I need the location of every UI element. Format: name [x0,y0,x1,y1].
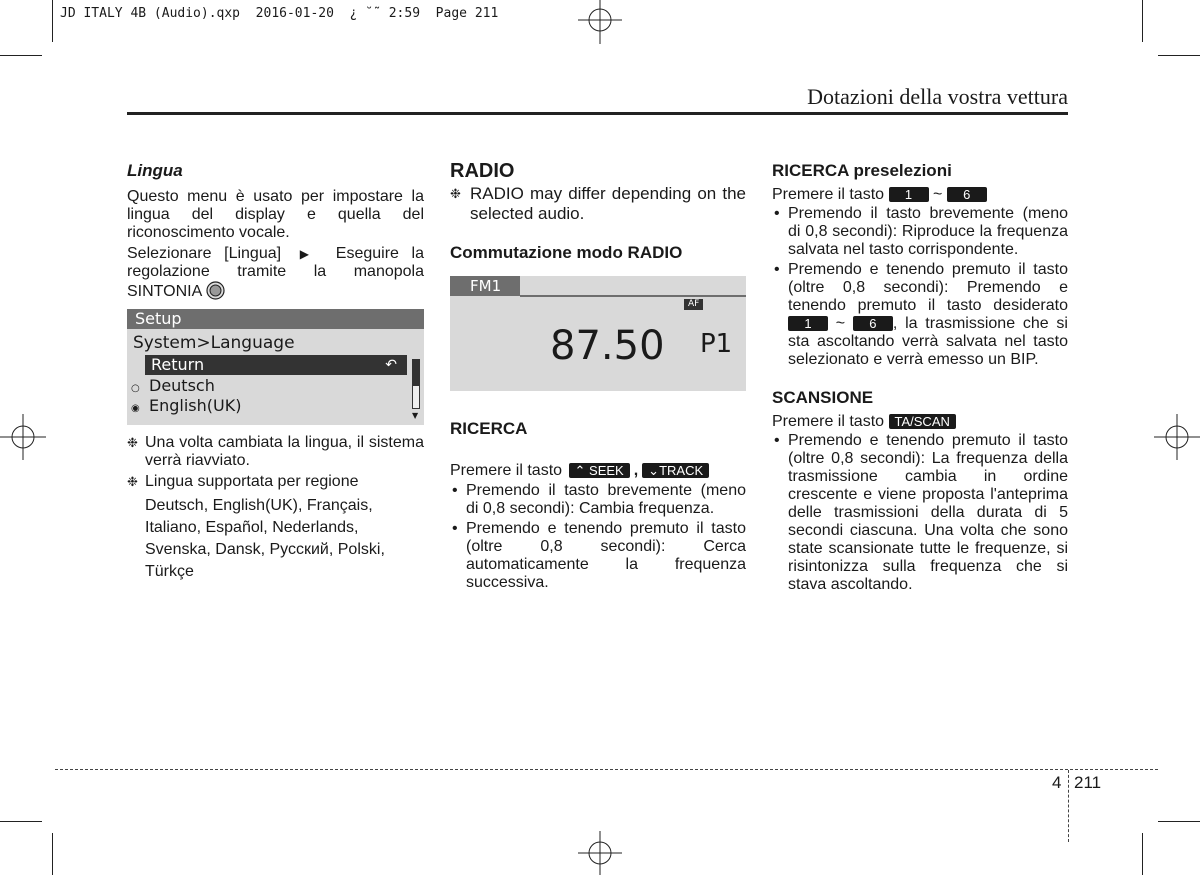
language-line: Türkçe [145,563,194,580]
radio-selected-icon: ◉ [131,403,140,414]
languages-list [127,495,424,583]
seek-short-press: • Premendo il tasto brevemente (meno di 0,8 secondi): Cambia frequenza. [450,482,746,518]
tilde: ~ [932,186,943,203]
crop-mark [0,55,42,56]
scroll-down-icon: ▼ [412,411,419,420]
menu-item-label: English(UK) [149,396,242,415]
column-lingua [127,162,424,583]
header-rule [127,112,1068,115]
crop-mark [0,821,42,822]
crop-mark [1158,55,1200,56]
preset-1-button[interactable]: 1 [889,187,929,202]
menu-item-english[interactable] [131,396,241,416]
track-label: TRACK [659,463,704,479]
seek-button[interactable] [569,463,630,478]
af-badge: AF [684,299,703,310]
comma: , [633,462,639,479]
ricerca-heading: RICERCA [450,419,528,438]
preset-instruction [772,186,1068,204]
arrow-right-icon: ▶ [299,247,318,261]
scan-heading: SCANSIONE [772,388,874,407]
radio-mode-heading: Commutazione modo RADIO [450,243,683,262]
preset-long-press [772,261,1068,369]
preset-long-text: Premendo e tenendo premuto il tasto (oltre 0,8 secondi): Premendo e tenendo premuto il tasto desiderato [788,261,1068,314]
crop-mark [1158,821,1200,822]
band-label: FM1 [470,277,502,295]
note-text: Una volta cambiata la lingua, il sistema verrà riavviato. [145,434,424,469]
page-number: 211 [1074,773,1102,792]
lingua-heading: Lingua [127,161,183,180]
radio-heading: RADIO [450,160,515,182]
registration-mark-icon [1154,414,1200,460]
scrollbar[interactable] [412,359,420,409]
preset-short-press: • Premendo il tasto brevemente (meno di 0,8 secondi): Riproduce la frequenza salvata nel tasto corrispondente. [772,205,1068,259]
crop-mark [52,0,53,42]
section-title: Dotazioni della vostra vettura [807,84,1068,109]
track-button[interactable] [642,463,709,478]
menu-item-return[interactable] [145,355,407,375]
preset-1-button[interactable]: 1 [788,316,828,331]
preset-long-text: , la trasmissione che si sta ascoltando verrà salvata nel tasto selezionato e verrà emesso un BIP. [788,315,1068,368]
language-line: Deutsch, English(UK), Français, [145,497,373,514]
band-divider [520,295,746,297]
tune-knob-icon [206,281,225,300]
frequency-display: 87.50 [550,323,665,369]
lingua-instruction [127,245,424,301]
restart-note [127,434,424,470]
column-preset [772,162,1068,594]
menu-item-label: Return [151,355,205,374]
print-slug: JD ITALY 4B (Audio).qxp 2016-01-20 ¿ ˘˜ 2:59 Page 211 [60,6,499,21]
seek-instruction [450,462,746,480]
footer-dashed-rule [55,769,1158,770]
setup-screen [127,309,424,425]
return-icon: ↶ [385,357,397,373]
registration-mark-icon [578,831,622,875]
screen-title: Setup [135,309,182,328]
registration-mark-icon [578,0,622,44]
note-text: Lingua supportata per regione [145,473,359,490]
chevron-down-icon: ⌄ [648,463,660,479]
crop-mark [1142,0,1143,42]
radio-empty-icon: ○ [131,383,140,394]
supported-languages-note [127,473,424,491]
chevron-up-icon: ⌃ [574,463,586,479]
screen-path: System>Language [133,333,295,353]
column-radio [450,162,746,592]
radio-note [450,184,746,224]
instruction-part: Selezionare [Lingua] [127,245,282,262]
scrollbar-thumb[interactable] [413,360,419,386]
menu-item-deutsch[interactable] [131,376,215,396]
preset-6-button[interactable]: 6 [853,316,893,331]
instruction-text: Premere il tasto [772,186,885,203]
tilde: ~ [835,315,846,332]
crop-mark [1142,833,1143,875]
crop-mark [52,833,53,875]
instruction-part: Eseguire la regolazione tramite la manopola SINTONIA [127,245,425,300]
scan-long-press: • Premendo e tenendo premuto il tasto (oltre 0,8 secondi): La frequenza della trasmissione cambia in ordine crescente e viene proposta l'anteprima delle trasmissioni della durata di 5 secondi ciascuna. Una volta che sono state scansionate tutte le frequenze, si risintonizza sulla frequenza che si stava ascoltando. [772,432,1068,594]
registration-mark-icon [0,414,46,460]
chapter-number: 4 [1052,773,1062,792]
seek-long-press: • Premendo e tenendo premuto il tasto (oltre 0,8 secondi): Cerca automaticamente la frequenza successiva. [450,520,746,592]
preset-display: P1 [700,329,733,359]
menu-item-label: Deutsch [149,376,215,395]
preset-search-heading: RICERCA preselezioni [772,161,952,180]
instruction-text: Premere il tasto [772,413,885,430]
language-line: Italiano, Español, Nederlands, [145,519,359,536]
seek-label: SEEK [589,463,624,479]
lingua-paragraph: Questo menu è usato per impostare la lingua del display e quella del riconoscimento vocale. [127,188,424,241]
language-line: Svenska, Dansk, Русский, Polski, [145,541,385,558]
scan-instruction [772,413,1068,431]
note-text: RADIO may differ depending on the selected audio. [470,184,746,223]
instruction-text: Premere il tasto [450,462,563,479]
footer-vertical-dashes [1068,770,1069,842]
radio-screen [450,276,746,391]
ta-scan-button[interactable]: TA/SCAN [889,414,956,429]
preset-6-button[interactable]: 6 [947,187,987,202]
